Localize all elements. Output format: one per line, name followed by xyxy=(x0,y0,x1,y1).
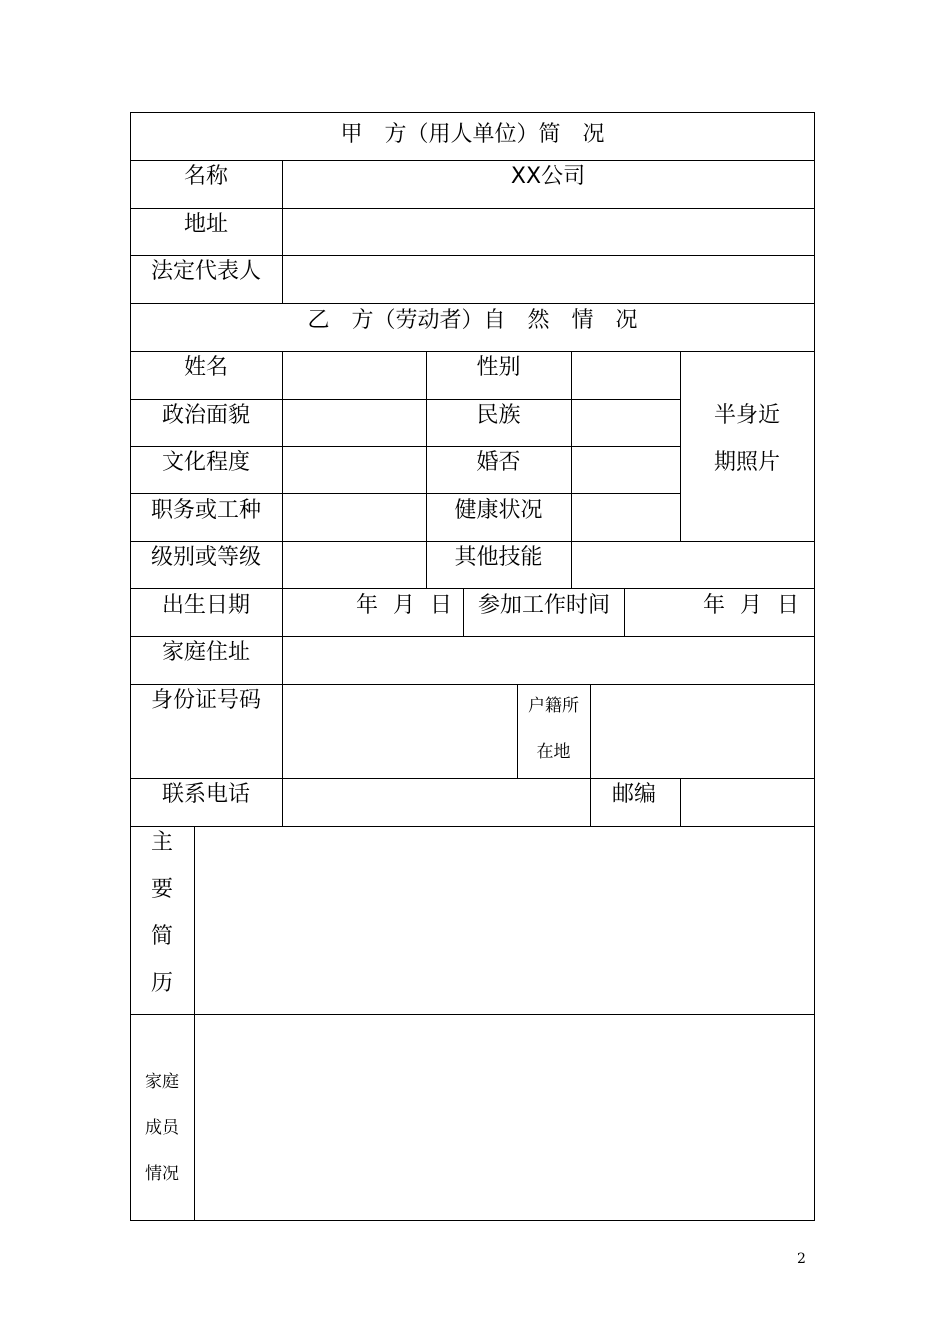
home-address-label: 家庭住址 xyxy=(161,640,250,665)
row-divider xyxy=(130,446,680,447)
row-divider xyxy=(130,588,815,589)
id-number-label: 身份证号码 xyxy=(150,688,261,713)
work-start-label: 参加工作时间 xyxy=(477,593,610,618)
row-divider xyxy=(130,541,815,542)
company-address-label: 地址 xyxy=(183,212,228,237)
row-divider xyxy=(130,778,815,779)
row-divider xyxy=(130,255,815,256)
job-title-label: 职务或工种 xyxy=(150,498,261,523)
row-divider xyxy=(130,636,815,637)
hukou-location-label-line2: 在地 xyxy=(536,742,571,762)
other-skills-label: 其他技能 xyxy=(454,545,543,570)
row-divider xyxy=(130,1014,815,1015)
col-divider xyxy=(571,351,572,588)
hukou-location-label-line1: 户籍所 xyxy=(528,696,579,716)
political-status-label: 政治面貌 xyxy=(161,403,250,428)
row-divider xyxy=(130,684,815,685)
col-divider xyxy=(590,684,591,778)
resume-char: 主 xyxy=(150,830,173,855)
family-members-label-line3: 情况 xyxy=(145,1164,179,1184)
birth-date-label: 出生日期 xyxy=(161,593,250,618)
phone-label: 联系电话 xyxy=(161,782,250,807)
legal-representative-label: 法定代表人 xyxy=(150,259,261,284)
ethnicity-label: 民族 xyxy=(476,403,521,428)
row-divider xyxy=(130,160,815,161)
marital-status-label: 婚否 xyxy=(476,450,521,475)
table-border-right xyxy=(814,112,815,1221)
photo-placeholder-line2: 期照片 xyxy=(713,450,780,475)
health-status-label: 健康状况 xyxy=(454,498,543,523)
photo-box-left xyxy=(680,351,681,541)
work-start-date-field[interactable]: 年 月 日 xyxy=(703,593,799,618)
education-label: 文化程度 xyxy=(161,450,250,475)
grade-level-label: 级别或等级 xyxy=(150,545,261,570)
table-border-bottom xyxy=(130,1220,815,1221)
row-divider xyxy=(130,399,680,400)
company-name-label: 名称 xyxy=(183,164,228,189)
family-members-label-line1: 家庭 xyxy=(145,1072,179,1092)
resume-char: 要 xyxy=(150,877,173,902)
family-members-label-line2: 成员 xyxy=(145,1118,179,1138)
resume-char: 历 xyxy=(150,971,173,996)
birth-date-field[interactable]: 年 月 日 xyxy=(356,593,452,618)
col-divider xyxy=(282,351,283,826)
company-name-value[interactable]: XX公司 xyxy=(510,164,586,189)
resume-char: 简 xyxy=(150,924,173,949)
col-divider xyxy=(194,826,195,1221)
table-border-top xyxy=(130,112,815,113)
gender-label: 性别 xyxy=(476,355,521,380)
photo-placeholder-line1: 半身近 xyxy=(713,403,780,428)
name-label: 姓名 xyxy=(183,355,228,380)
postcode-label: 邮编 xyxy=(612,782,657,807)
row-divider xyxy=(130,493,680,494)
col-divider xyxy=(590,778,591,826)
row-divider xyxy=(130,303,815,304)
row-divider xyxy=(130,826,815,827)
col-divider xyxy=(624,588,625,636)
row-divider xyxy=(130,208,815,209)
party-b-section-title: 乙 方（劳动者）自 然 情 况 xyxy=(307,308,638,333)
party-a-section-title: 甲 方（用人单位）简 况 xyxy=(340,122,605,147)
col-divider xyxy=(680,778,681,826)
main-resume-label xyxy=(130,830,194,1018)
row-divider xyxy=(130,351,815,352)
labor-contract-form xyxy=(130,112,815,1221)
page-number: 2 xyxy=(797,1251,806,1267)
